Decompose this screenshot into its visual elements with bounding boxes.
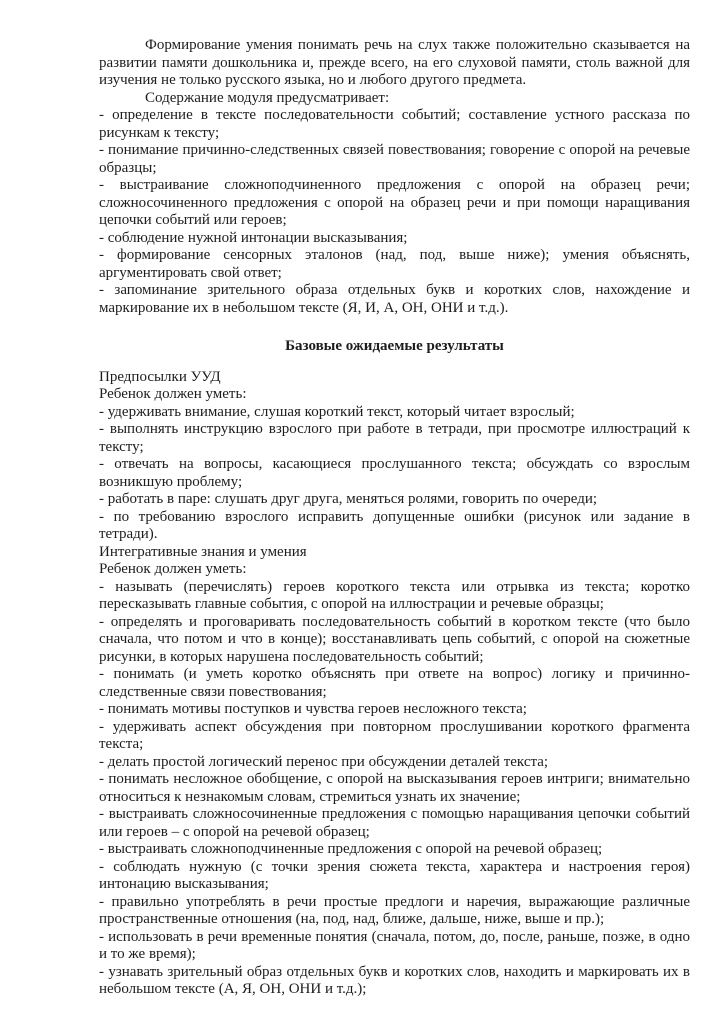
integrative-list-item: - называть (перечислять) героев короткого текста или отрывка из текста; коротко пересказывать главные события, с опорой на иллюстрации и речевые образцы; (99, 578, 690, 612)
uud-title: Предпосылки УУД (99, 368, 221, 385)
integrative-list-item: - выстраивать сложносочиненные предложения с помощью наращивания цепочки событий или героев – с опорой на речевой образец; (99, 806, 690, 840)
uud-list-item: - выполнять инструкцию взрослого при работе в тетради, при просмотре иллюстраций к тексту; (99, 421, 690, 455)
integrative-list-item: - узнавать зрительный образ отдельных букв и коротких слов, находить и маркировать их в небольшом тексте (А, Я, ОН, ОНИ и т.д.); (99, 963, 690, 997)
page-content (99, 37, 690, 999)
integrative-title: Интегративные знания и умения (99, 543, 307, 560)
integrative-list-item: - понимать мотивы поступков и чувства героев несложного текста; (99, 701, 527, 717)
uud-list-item: - работать в паре: слушать друг друга, меняться ролями, говорить по очереди; (99, 491, 598, 507)
module-list-item: - понимание причинно-следственных связей повествования; говорение с опорой на речевые образцы; (99, 142, 690, 176)
uud-list-item: - удерживать внимание, слушая короткий текст, который читает взрослый; (99, 403, 575, 420)
module-list-item: - выстраивание сложноподчиненного предложения с опорой на образец речи; сложносочиненного предложения с опорой на образец речи и при помощи наращивания цепочки событий или героев; (99, 177, 690, 228)
integrative-list-item: - определять и проговаривать последовательность событий в коротком тексте (что было сначала, что потом и что в конце); восстанавливать цепь событий, с опорой на сюжетные рисунки, в которых нарушена последовательность событий; (99, 613, 690, 665)
integrative-list-item: - понимать (и уметь коротко объяснять при ответе на вопрос) логику и причинно-следственные связи повествования; (99, 666, 690, 700)
module-content-lead: Содержание модуля предусматривает: (145, 89, 390, 106)
integrative-list-item: - выстраивать сложноподчиненные предложения с опорой на речевой образец; (99, 841, 603, 857)
integrative-list-item: - удерживать аспект обсуждения при повторном прослушивании короткого фрагмента текста; (99, 718, 690, 752)
module-list-item: - формирование сенсорных эталонов (над, под, выше ниже); умения объяснять, аргументировать свой ответ; (99, 247, 690, 281)
uud-list-item: - по требованию взрослого исправить допущенные ошибки (рисунок или задание в тетради). (99, 508, 690, 542)
module-list-item: - соблюдение нужной интонации высказывания; (99, 229, 408, 246)
section-heading: Базовые ожидаемые результаты (285, 338, 504, 354)
intro-paragraph: Формирование умения понимать речь на слух также положительно сказывается на развитии памяти дошкольника и, прежде всего, на его слуховой памяти, столь важной для изучения не только русского языка, но и любого другого предмета. (99, 37, 690, 88)
integrative-list-item: - соблюдать нужную (с точки зрения сюжета текста, характера и настроения героя) интонацию высказывания; (99, 858, 690, 892)
module-list-item: - определение в тексте последовательности событий; составление устного рассказа по рисункам к тексту; (99, 107, 690, 141)
uud-list-item: - отвечать на вопросы, касающиеся прослушанного текста; обсуждать со взрослым возникшую проблему; (99, 456, 690, 490)
module-list-item: - запоминание зрительного образа отдельных букв и коротких слов, нахождение и маркирование их в небольшом тексте (Я, И, А, ОН, ОНИ и т.д.). (99, 282, 690, 316)
integrative-subtitle: Ребенок должен уметь: (99, 561, 247, 577)
integrative-list-item: - использовать в речи временные понятия (сначала, потом, до, после, раньше, позже, в одно и то же время); (99, 928, 690, 962)
integrative-list-item: - правильно употреблять в речи простые предлоги и наречия, выражающие различные пространственные отношения (на, под, над, ближе, дальше, ниже, выше и пр.); (99, 893, 690, 927)
integrative-list-item: - понимать несложное обобщение, с опорой на высказывания героев интриги; внимательно относиться к незнакомым словам, стремиться узнать их значение; (99, 771, 690, 805)
integrative-list-item: - делать простой логический перенос при обсуждении деталей текста; (99, 753, 549, 770)
uud-subtitle: Ребенок должен уметь: (99, 386, 247, 402)
